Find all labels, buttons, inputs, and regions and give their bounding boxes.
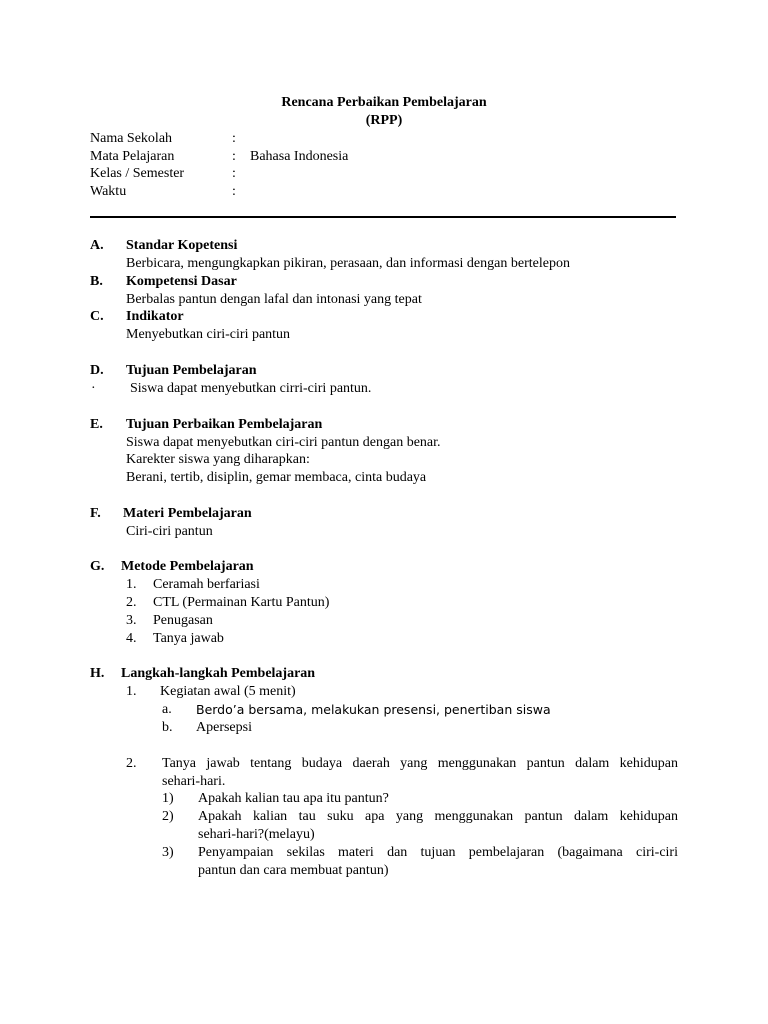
step-2-q3-line-1: Penyampaian sekilas materi dan tujuan pembelajaran (bagaimana ciri-ciri (198, 845, 678, 860)
section-c-text: Menyebutkan ciri-ciri pantun (126, 327, 291, 342)
field-sep-school: : (232, 131, 236, 146)
step-1-text: Kegiatan awal (5 menit) (160, 684, 296, 699)
section-c-heading: Indikator (126, 309, 184, 324)
step-2-q2-line-2: sehari-hari?(melayu) (198, 827, 315, 842)
step-1b-text: Apersepsi (196, 720, 252, 735)
section-b-text: Berbalas pantun dengan lafal dan intonasi yang tepat (126, 292, 422, 307)
section-e-letter: E. (90, 417, 103, 432)
step-2-q3-num: 3) (162, 845, 174, 860)
step-2-text-line-1: Tanya jawab tentang budaya daerah yang menggunakan pantun dalam kehidupan (162, 756, 678, 771)
section-g-heading: Metode Pembelajaran (121, 559, 254, 574)
field-label-time: Waktu (90, 184, 127, 199)
field-label-class: Kelas / Semester (90, 166, 185, 181)
field-label-school: Nama Sekolah (90, 131, 173, 146)
step-2-q2-num: 2) (162, 809, 174, 824)
section-g-letter: G. (90, 559, 105, 574)
section-h-letter: H. (90, 666, 105, 681)
step-2-q1-num: 1) (162, 791, 174, 806)
section-d-heading: Tujuan Pembelajaran (126, 363, 257, 378)
step-2-text-line-2: sehari-hari. (162, 774, 226, 789)
step-1a-num: a. (162, 702, 172, 717)
method-item-4-num: 4. (126, 631, 137, 646)
field-sep-subject: : (232, 149, 236, 164)
section-e-line-2: Karekter siswa yang diharapkan: (126, 452, 310, 467)
section-a-heading: Standar Kopetensi (126, 238, 238, 253)
header-divider (90, 216, 676, 218)
section-e-line-1: Siswa dapat menyebutkan ciri-ciri pantun dengan benar. (126, 435, 441, 450)
document-subtitle: (RPP) (365, 113, 403, 128)
method-item-1-num: 1. (126, 577, 137, 592)
method-item-3-text: Penugasan (153, 613, 213, 628)
step-1b-num: b. (162, 720, 173, 735)
section-f-letter: F. (90, 506, 101, 521)
section-f-text: Ciri-ciri pantun (126, 524, 213, 539)
section-e-heading: Tujuan Perbaikan Pembelajaran (126, 417, 323, 432)
section-d-bullet: · (91, 381, 96, 396)
field-value-subject: Bahasa Indonesia (250, 149, 349, 164)
method-item-2-num: 2. (126, 595, 137, 610)
step-2-q1-text: Apakah kalian tau apa itu pantun? (198, 791, 389, 806)
method-item-1-text: Ceramah berfariasi (153, 577, 260, 592)
step-1a-text: Berdo’a bersama, melakukan presensi, penertiban siswa (196, 702, 551, 717)
step-1-num: 1. (126, 684, 137, 699)
section-h-heading: Langkah-langkah Pembelajaran (121, 666, 316, 681)
section-a-text: Berbicara, mengungkapkan pikiran, perasaan, dan informasi dengan bertelepon (126, 256, 570, 271)
method-item-3-num: 3. (126, 613, 137, 628)
section-e-line-3: Berani, tertib, disiplin, gemar membaca, cinta budaya (126, 470, 427, 485)
section-b-letter: B. (90, 274, 103, 289)
section-d-text: Siswa dapat menyebutkan cirri-ciri pantun. (130, 381, 372, 396)
field-sep-time: : (232, 184, 236, 199)
document-title: Rencana Perbaikan Pembelajaran (281, 95, 487, 110)
step-2-num: 2. (126, 756, 137, 771)
method-item-2-text: CTL (Permainan Kartu Pantun) (153, 595, 330, 610)
step-2-q2-line-1: Apakah kalian tau suku apa yang menggunakan pantun dalam kehidupan (198, 809, 678, 824)
section-c-letter: C. (90, 309, 104, 324)
section-a-letter: A. (90, 238, 104, 253)
field-sep-class: : (232, 166, 236, 181)
step-2-q3-line-2: pantun dan cara membuat pantun) (198, 863, 389, 878)
section-d-letter: D. (90, 363, 104, 378)
method-item-4-text: Tanya jawab (153, 631, 224, 646)
field-label-subject: Mata Pelajaran (90, 149, 175, 164)
section-b-heading: Kompetensi Dasar (126, 274, 237, 289)
section-f-heading: Materi Pembelajaran (123, 506, 252, 521)
